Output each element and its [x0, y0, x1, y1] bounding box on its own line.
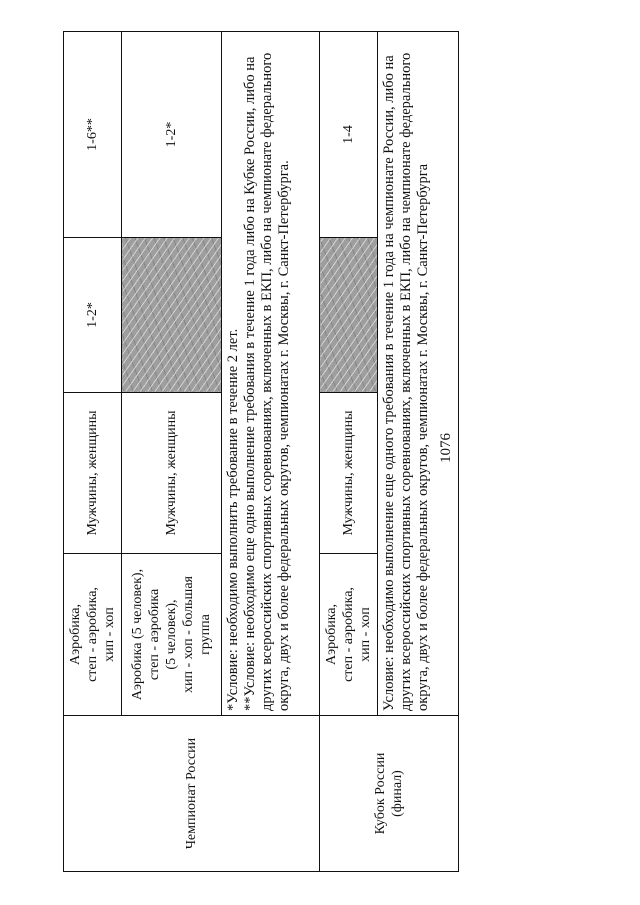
- competition-name: Кубок России (финал): [320, 716, 459, 872]
- competition-name: Чемпионат России: [64, 716, 320, 872]
- gender-cell: Мужчины, женщины: [64, 393, 122, 554]
- condition-note: *Условие: необходимо выполнить требование в течение 2 лет. **Условие: необходимо еще одно выполнение требования в течение 1 года либо на Кубке России, либо на других всероссийских спортивных соревнованиях, включенных в ЕКП, либо на чемпионате федерального округа, двух и более федеральных округов, чемпионатах г. Москвы, г. Санкт-Петербурга.: [222, 32, 320, 716]
- table-row: [64, 32, 122, 872]
- place-cell: 1-6**: [64, 32, 122, 238]
- shaded-empty-cell: [320, 238, 378, 393]
- shaded-empty-cell: [122, 238, 222, 393]
- discipline-cell: Аэробика (5 человек), степ - аэробика (5 человек), хип - хоп - большая группа: [122, 554, 222, 716]
- place-cell: 1-2*: [122, 32, 222, 238]
- discipline-cell: Аэробика, степ - аэробика, хип - хоп: [320, 554, 378, 716]
- page-number: 1076: [438, 433, 454, 463]
- condition-note: Условие: необходимо выполнение еще одного требования в течение 1 года на чемпионате России, либо на других всероссийских спортивных соревнованиях, включенных в ЕКП, либо на чемпионате федерального округа, двух и более федеральных округов, чемпионатах г. Москвы, г. Санкт-Петербурга: [378, 32, 459, 716]
- gender-cell: Мужчины, женщины: [320, 393, 378, 554]
- table-row: [320, 32, 378, 872]
- gender-cell: Мужчины, женщины: [122, 393, 222, 554]
- place-cell: 1-4: [320, 32, 378, 238]
- requirements-table: [63, 31, 459, 872]
- place-cell: 1-2*: [64, 238, 122, 393]
- discipline-cell: Аэробика, степ - аэробика, хип - хоп: [64, 554, 122, 716]
